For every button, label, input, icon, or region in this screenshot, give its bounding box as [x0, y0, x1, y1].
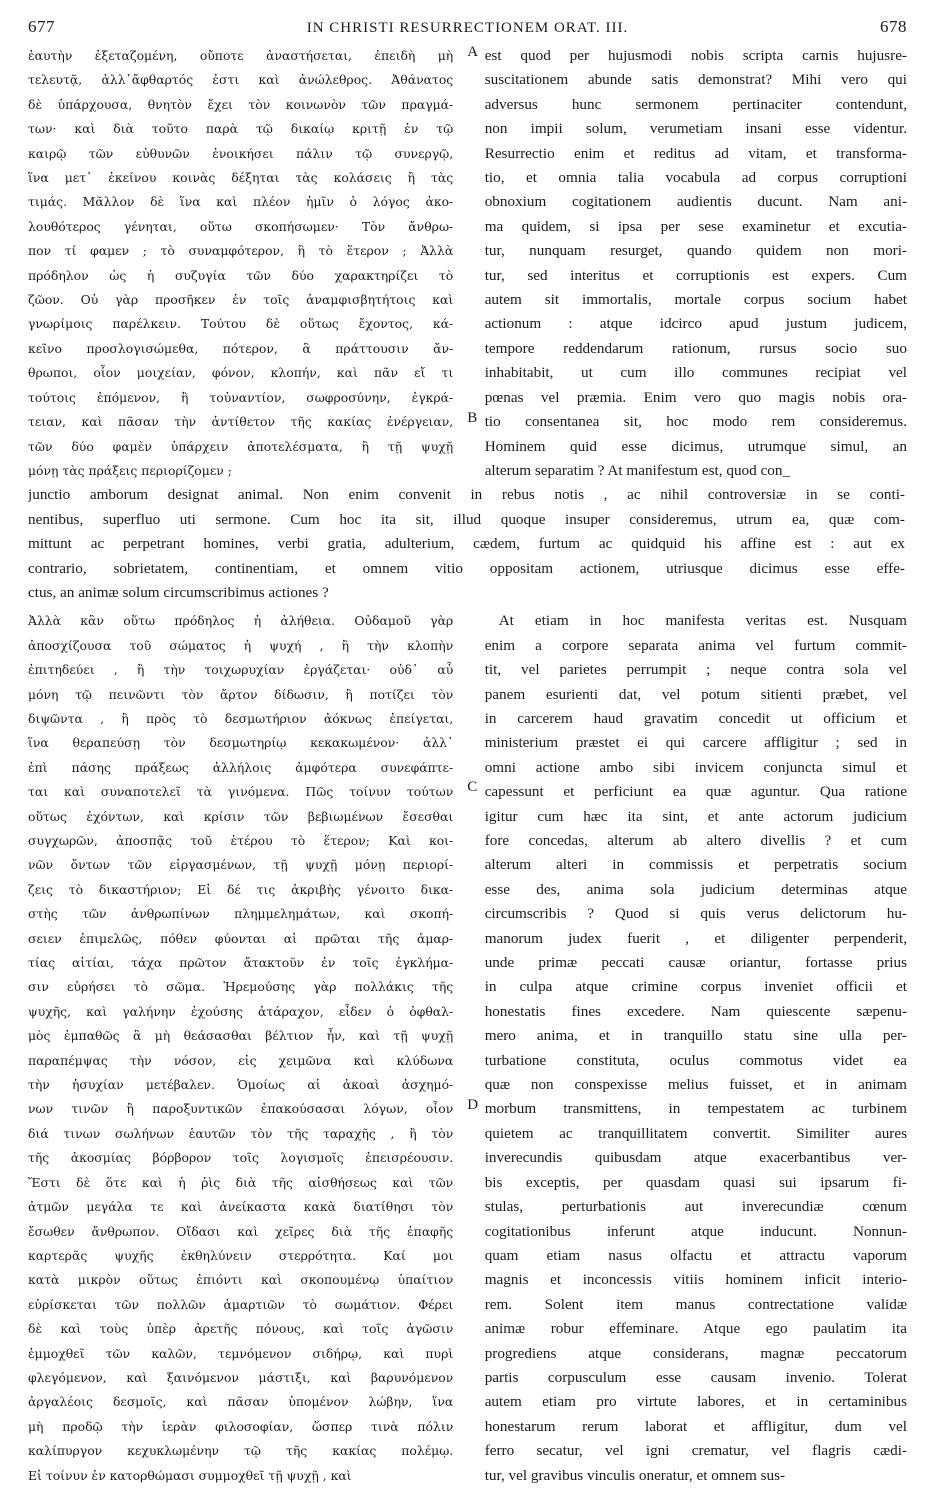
- text-line: δὲ καὶ τοὺς ὑπὲρ ἀρετῆς πόνους, καὶ τοῖς ἀγῶσιν: [28, 1321, 454, 1337]
- text-line: tur, nunquam resurget, quando quidem non mori-: [484, 242, 907, 260]
- text-line: suscitationem abunde satis demonstrat? Mihi vero qui: [484, 71, 907, 89]
- text-line: omni actione ambo sibi invicem conjuncta simul et: [484, 758, 907, 776]
- marker-column-1: [463, 44, 484, 483]
- text-line: φλεγόμενον, καὶ ξαινόμενον μάστιξι, καὶ βαρυνόμενον: [28, 1369, 454, 1385]
- text-line: συγχωρῶν, ἀποσπᾷς τοῦ ἑτέρου τὸ ἕτερον; Καὶ κοι-: [28, 833, 454, 848]
- text-line: alterum separatim ? At manifestum est, quod con_: [484, 461, 791, 479]
- text-line: pœnas vel præmia. Enim vero quo magis nobis ora-: [484, 388, 907, 406]
- text-line: μόνη τῷ πεινῶντι τὸν ἄρτον δίδωσιν, ἢ ποτίζει τὸν: [28, 686, 454, 702]
- text-line: rem. Solent item manus contrectatione validæ: [484, 1295, 907, 1313]
- section-1: [28, 44, 907, 483]
- text-line: manorum judex fuerit , et diligenter perpenderit,: [484, 929, 907, 947]
- text-line: Resurrectio enim et reditus ad vitam, et transforma-: [484, 144, 907, 162]
- text-line: ἑαυτὴν ἐξεταζομένη, οὔποτε ἀναστήσεται, ἐπειδὴ μὴ: [28, 48, 454, 63]
- running-title: IN CHRISTI RESURRECTIONEM ORAT. III.: [306, 20, 629, 36]
- text-line: honestatis fines excedere. Nam quiescente sæpenu-: [484, 1002, 907, 1020]
- text-line: ἀτμῶν μεγάλα τε καὶ ἀνείκαστα κακὰ διατίθησι τὸν: [28, 1199, 454, 1215]
- text-line: in culpa atque crimine corpus inveniet officii et: [484, 978, 907, 996]
- text-line: bis exceptis, per quasdam quasi sui ipsarum fi-: [484, 1173, 907, 1191]
- text-line: μόνῃ τὰς πράξεις περιορίζομεν ;: [28, 462, 232, 478]
- text-line: τούτοις ἑπόμενον, ἢ τοὐναντίον, σωφροσύνην, ἐγκρά-: [28, 389, 454, 405]
- text-line: quam etiam nasus olfactu et attractu vaporum: [484, 1246, 907, 1264]
- text-line: alterum alteri in commissis et perpetratis socium: [484, 856, 907, 874]
- text-line: θρωποι, οἷον μοιχείαν, φόνον, κλοπήν, καὶ πᾶν εἴ τι: [28, 365, 454, 381]
- text-line: unde primæ peccati causæ oriantur, fortasse prius: [484, 954, 907, 972]
- text-line: animæ robur effeminare. Atque ego paulatim ita: [484, 1320, 907, 1338]
- greek-column-2: [28, 609, 463, 1488]
- text-line: est quod per hujusmodi nobis scripta carnis hujusre-: [484, 47, 907, 64]
- text-line: morbum transmittens, in tempestatem ac turbinem: [484, 1100, 907, 1118]
- text-line: ται καὶ συναποτελεῖ τὰ γινόμενα. Πῶς τοίνυν τούτων: [28, 784, 454, 800]
- text-line: autem sit immortalis, mortale corpus socium habet: [484, 291, 907, 309]
- text-line: inhabitabit, ut cum illo communes recipiat vel: [484, 364, 907, 382]
- text-line: obnoxium cogitationem audientis ducunt. Nam ani-: [484, 193, 907, 211]
- full-width-latin-text: [28, 483, 905, 605]
- text-line: quietem ac tranquillitatem convertit. Similiter aures: [484, 1124, 907, 1142]
- text-line: inverecundis quibusdam atque exacerbantibus ver-: [484, 1149, 907, 1167]
- text-line: in carcerem haud gravatim concedit ut officium et: [484, 709, 907, 727]
- text-line: adversus hunc sermonem pertinaciter contendunt,: [484, 95, 907, 113]
- text-line: circumscribis ? Quod si quis verus delictorum hu-: [484, 905, 907, 923]
- text-line: τειαν, καὶ πᾶσαν τὴν ἀντίθετον τῆς κακίας ἐνέργειαν,: [28, 414, 454, 430]
- text-line: τίας αἰτίαι, τάχα πρῶτον ἄτακτοῦν ἐν τοῖς ἐγκλήμα-: [28, 955, 454, 971]
- greek-column-1: [28, 44, 463, 483]
- text-line: ctus, an animæ solum circumscribimus actiones ?: [28, 583, 329, 601]
- text-line: ἵνα θεραπεύσῃ τὸν δεσμωτηρίῳ κεκακωμένον· ἀλλ᾽: [28, 735, 454, 751]
- text-line: ζῶον. Οὐ γὰρ προσῆκεν ἐν τοῖς ἀναμφισβητήτοις καὶ: [28, 292, 454, 308]
- text-line: cogitationibus inferunt atque inducunt. Nonnun-: [484, 1222, 907, 1240]
- text-line: καιρῷ τῶν εὐθυνῶν ἐνοικήσει πάλιν τῷ συνεργῷ,: [28, 145, 454, 161]
- text-line: panem esurienti dat, vel potum sitienti præbet, vel: [484, 685, 907, 703]
- text-line: magnis et inconcessis vitiis hominem inficit interio-: [484, 1271, 907, 1289]
- text-line: At etiam in hoc manifesta veritas est. Nusquam: [498, 612, 907, 630]
- text-line: ἀργαλέοις δεσμοῖς, καὶ πᾶσαν ὑπομένον λώβην, ἵνα: [28, 1394, 454, 1410]
- text-line: enim a corpore separata anima vel furtum commit-: [484, 636, 907, 654]
- text-line: ferro secatur, vel igni crematur, vel flagris cædi-: [484, 1442, 907, 1460]
- text-line: tempore reddendarum rationum, rursus socio suo: [484, 339, 907, 357]
- text-line: actionum : atque idcirco apud justum judicem,: [484, 315, 907, 333]
- text-line: non impii solum, verumetiam insani esse videntur.: [484, 120, 907, 138]
- text-line: νων τινῶν ἢ παροξυντικῶν ἐπακούσασαι λόγων, οἷον: [28, 1101, 454, 1117]
- text-line: honestarum rerum laborat et affligitur, dum vel: [484, 1417, 907, 1435]
- text-line: junctio amborum designat animal. Non enim convenit in rebus notis , ac nihil controversiæ in se conti-: [28, 486, 905, 504]
- section-2: [28, 609, 907, 1488]
- text-line: κεῖνο προσλογισώμεθα, πότερον, ἃ πράττουσιν ἄν-: [28, 340, 454, 356]
- text-line: τὴν ἡσυχίαν μετέβαλεν. Ὁμοίως αἱ ἀκοαὶ ἀσχημό-: [28, 1077, 454, 1093]
- text-line: mittunt ac perpetrant homines, verbi gratia, adulterium, cædem, furtum ac quidquid his affine est : aut ex: [28, 535, 905, 553]
- text-line: ἵνα μετ᾽ ἐκείνου κοινὰς δέξηται τὰς κολάσεις ἢ τὰς: [28, 170, 454, 186]
- text-line: autem etiam pro virtute labores, et in certaminibus: [484, 1393, 907, 1411]
- text-line: ζεις τὸ δικαστήριον; Εἰ δέ τις ἀκριβὴς γένοιτο δικα-: [28, 881, 454, 897]
- text-line: διά τινων σωλήνων ἑαυτῶν τὸν τῆς ταραχῆς , ἢ τὸν: [28, 1125, 454, 1141]
- text-line: ἀποσχίζουσα τοῦ σώματος ἡ ψυχή , ἢ τὴν κλοπὴν: [28, 637, 454, 653]
- text-line: nentibus, superfluo uti sermone. Cum hoc ita sit, illud quoque insuper consideremus, utrum ea, quæ com-: [28, 510, 905, 528]
- text-line: μὴ προδῷ τὴν ἱερὰν φιλοσοφίαν, ὥσπερ τινὰ πόλιν: [28, 1418, 454, 1434]
- text-line: Εἰ τοίνυν ἐν κατορθώμασι συμμοχθεῖ τῇ ψυχῇ , καὶ: [28, 1467, 352, 1483]
- text-line: των· καὶ διὰ τοῦτο παρὰ τῷ δικαίῳ κριτῇ ἐν τῷ: [28, 121, 454, 137]
- text-line: mero anima, et in tranquillo statu sine ulla per-: [484, 1027, 907, 1045]
- text-line: τιμάς. Μᾶλλον δὲ ἵνα καὶ πλέον ἡμῖν ὁ λόγος ἀκο-: [28, 194, 454, 210]
- text-line: ψυχῆς, καὶ γαλήνην ἐχούσης ἀτάραχον, εἶδεν ὁ ὀφθαλ-: [28, 1003, 454, 1019]
- text-line: ma quidem, si ipsa per sese examinetur et excutia-: [484, 217, 907, 235]
- text-line: γνωρίμοις παρέλκειν. Τούτου δὲ οὕτως ἔχοντος, κά-: [28, 316, 454, 332]
- text-line: tio, et omnia talia vocabula ad corpus corruptioni: [484, 169, 907, 187]
- page-header: [28, 14, 907, 40]
- text-line: καλίπυργον κεχυκλωμένην τῷ τῆς κακίας πολέμῳ.: [28, 1443, 454, 1459]
- text-line: contrario, sobrietatem, continentiam, et omnem vitio oppositam actionem, utriusque dicimus esse effe-: [28, 559, 905, 577]
- section-marker-b: B: [467, 410, 478, 426]
- left-page-number: 677: [28, 17, 55, 36]
- text-line: παραπέμψας τὴν νόσον, εἰς χειμῶνα καὶ κλύδωνα: [28, 1052, 454, 1068]
- text-line: esse des, anima sola judicium determinas atque: [484, 880, 907, 898]
- text-line: ministerium præstet ei qui carcere affligitur ; sed in: [484, 734, 907, 752]
- text-line: δὲ ὑπάρχουσα, θνητὸν ἔχει τὸν κοινωνὸν τῶν πραγμά-: [28, 96, 454, 112]
- section-marker-a: A: [467, 44, 479, 60]
- text-line: σειεν ἐπιμελῶς, πόθεν φύονται αἱ πρῶται τῆς ἁμαρ-: [28, 930, 454, 946]
- text-line: Hominem quid esse dicimus, utrumque simul, an: [484, 437, 907, 455]
- text-line: ἐπὶ πάσης πράξεως ἀλλήλοις ἀμφότερα συνεφάπτε-: [28, 759, 454, 775]
- text-line: μὸς ἐμπαθῶς ἃ μὴ θεάσασθαι βέλτιον ἦν, καὶ τῇ ψυχῇ: [28, 1028, 454, 1044]
- text-line: νῶν ὄντων τῶν εἰργασμένων, τῇ ψυχῇ μόνῃ περιορί-: [28, 857, 454, 873]
- text-line: tur, vel gravibus vinculis oneratur, et omnem sus-: [484, 1466, 786, 1484]
- right-page-number: 678: [880, 17, 907, 36]
- text-line: πον τί φαμεν ; τὸ συναμφότερον, ἢ τὸ ἕτερον ; Ἀλλὰ: [28, 243, 454, 259]
- text-line: ἔσωθεν ἄνθρωπον. Οἴδασι καὶ χεῖρες διὰ τῆς ἐπαφῆς: [28, 1223, 454, 1239]
- text-line: tit, vel parietes perrumpit ; neque contra sola vel: [484, 661, 907, 679]
- text-line: progrediens atque considerans, magnæ peccatorum: [484, 1344, 907, 1362]
- text-line: καρτερᾶς ψυχῆς ἐκθηλύνειν στερρότητα. Καί μοι: [28, 1247, 454, 1263]
- text-line: tio consentanea sit, hoc modo rem consideremus.: [484, 413, 907, 431]
- text-line: κατὰ μικρὸν οὕτως ἐπιόντι καὶ σκοπουμένῳ ὑπαίτιον: [28, 1272, 454, 1288]
- text-line: Ἔστι δὲ ὅτε καὶ ἡ ῥὶς διὰ τῆς αἰσθήσεως καὶ τῶν: [28, 1174, 454, 1190]
- text-line: σιν εὑρήσει τὸ σῶμα. Ἠρεμούσης γὰρ πολλάκις τῆς: [28, 979, 454, 995]
- text-line: tur, sed interitus et corruptionis est expers. Cum: [484, 266, 907, 284]
- text-line: τῶν δύο φαμὲν ὑπάρχειν ἀποτελέσματα, ἢ τῇ ψυχῇ: [28, 438, 454, 454]
- text-line: Ἀλλὰ κἂν οὕτω πρόδηλος ἡ ἀλήθεια. Οὐδαμοῦ γὰρ: [28, 613, 454, 629]
- marker-column-2: [463, 609, 484, 1488]
- text-line: οὕτως ἐχόντων, καὶ κρίσιν τῶν βεβιωμένων ἔσεσθαι: [28, 808, 454, 824]
- text-line: ἐπιτηδεύει , ἢ τὴν τοιχωρυχίαν ἐργάζεται· οὐδ᾽ αὖ: [28, 662, 454, 678]
- text-line: quæ non conspexisse melius fuisset, et in animam: [484, 1076, 907, 1094]
- text-line: fore concedas, alterum ab altero divellis ? et cum: [484, 832, 907, 849]
- section-marker-d: D: [467, 1097, 479, 1114]
- text-line: turbatione constituta, oculus commotus videt ea: [484, 1051, 907, 1069]
- text-line: λουθότερος γένηται, οὕτω σκοπήσωμεν· Τὸν ἄνθρω-: [28, 218, 454, 234]
- text-line: partis corpusculum esse causam invenio. Tolerat: [484, 1368, 907, 1386]
- text-line: ἐμμοχθεῖ τῶν καλῶν, τεμνόμενον σιδήρῳ, καὶ πυρὶ: [28, 1345, 454, 1361]
- text-line: τελευτᾷ, ἀλλ᾽ἄφθαρτός ἐστι καὶ ἀνώλεθρος. Ἀθάνατος: [28, 72, 454, 88]
- text-line: εὑρίσκεται τῶν πολλῶν ἁμαρτιῶν τὸ σωμάτιον. Φέρει: [28, 1296, 454, 1312]
- text-line: στὴς τῶν ἀνθρωπίνων πλημμελημάτων, καὶ σκοπή-: [28, 906, 454, 922]
- section-marker-c: C: [467, 779, 478, 796]
- text-line: πρόδηλον ὡς ἡ συζυγία τῶν δύο χαρακτηρίζει τὸ: [28, 267, 454, 283]
- text-line: igitur cum hæc ita sint, et ante actorum judicium: [484, 807, 907, 825]
- text-line: διψῶντα , ἢ πρὸς τὸ δεσμωτήριον ἀόκνως ἐπείγεται,: [28, 710, 454, 726]
- latin-column-2: [485, 609, 907, 1488]
- latin-column-1: [485, 44, 907, 483]
- text-line: τῆς ἀκοσμίας βόρβορον τοῖς λογισμοῖς ἐπεισρέουσιν.: [28, 1150, 454, 1166]
- text-line: capessunt et perficiunt ea quæ aguntur. Qua ratione: [484, 783, 907, 801]
- text-line: stulas, perturbationis aut inverecundiæ cœnum: [484, 1198, 907, 1216]
